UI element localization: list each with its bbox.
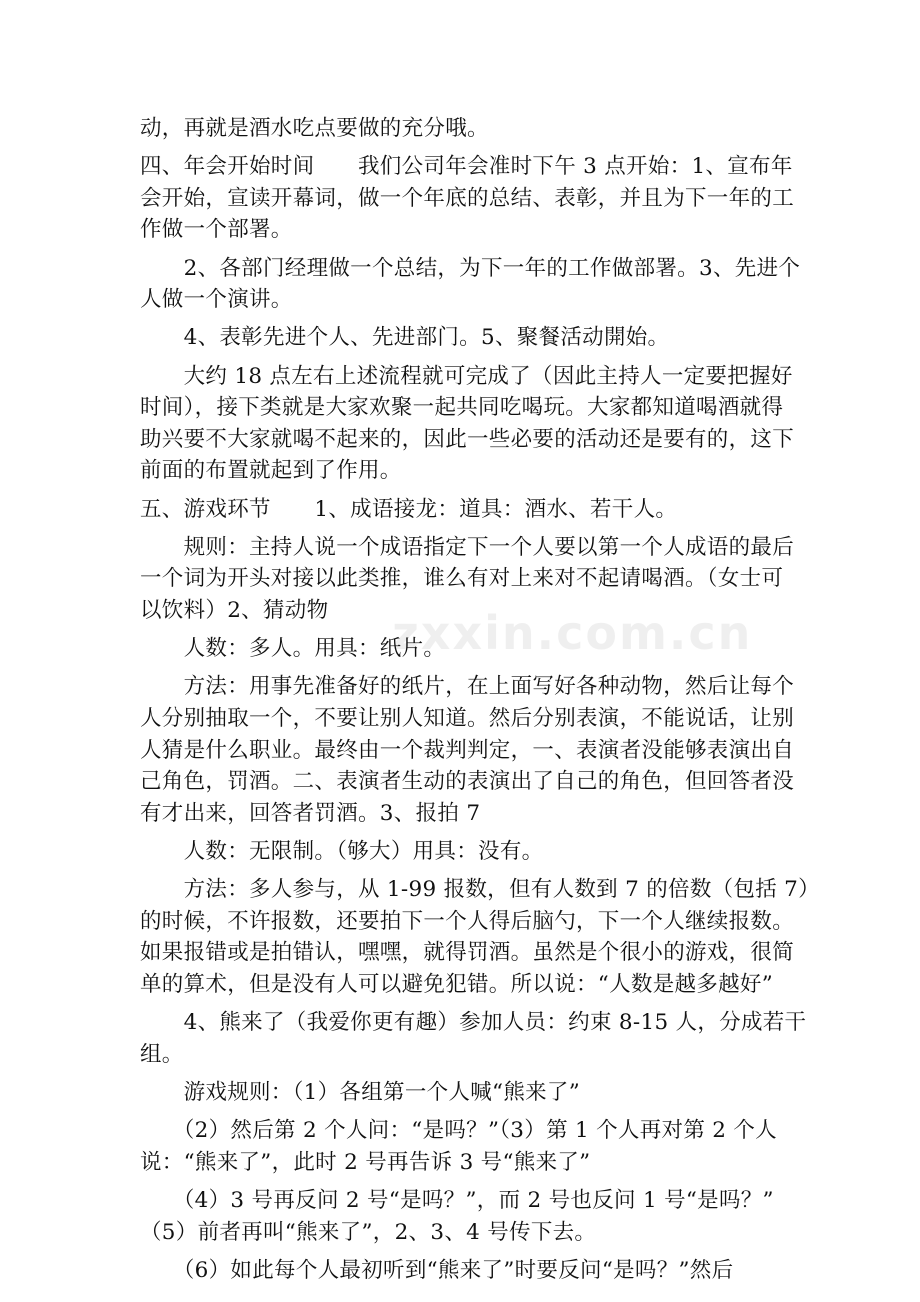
text-line: 会开始，宣读开幕词，做一个年底的总结、表彰，并且为下一年的工 [140,186,795,211]
text-line: 2、各部门经理做一个总结，为下一年的工作做部署。3、先进个 [140,256,801,281]
watermark: zxxin.com.cn [392,606,753,660]
text-line: 人猜是什么职业。最终由一个裁判判定，一、表演者没能够表演出自 [140,738,795,763]
text-line: 方法：用事先准备好的纸片，在上面写好各种动物，然后让每个 [140,674,795,699]
text-line: （5）前者再叫“熊来了”，2、3、4 号传下去。 [140,1220,597,1245]
text-line: 游戏规则：（1）各组第一个人喊“熊来了” [140,1080,581,1105]
text-line: 组。 [140,1042,184,1067]
text-line: 有才出来，回答者罚酒。3、报拍 7 [140,801,481,826]
text-line: 人做一个演讲。 [140,287,293,312]
text-line: 人数：多人。用具：纸片。 [140,636,446,661]
text-line: 动，再就是酒水吃点要做的充分哦。 [140,116,489,141]
text-line: 规则：主持人说一个成语指定下一个人要以第一个人成语的最后 [140,535,795,560]
text-line: 五、游戏环节 1、成语接龙：道具：酒水、若干人。 [140,497,678,522]
text-line: 单的算术，但是没有人可以避免犯错。所以说：“人数是越多越好” [140,972,773,997]
text-line: 4、表彰先进个人、先进部门。5、聚餐活动開始。 [140,325,670,350]
text-line: 作做一个部署。 [140,217,293,242]
text-line: （4）3 号再反问 2 号“是吗？”，而 2 号也反问 1 号“是吗？” [140,1188,774,1213]
text-line: 说：“熊来了”，此时 2 号再告诉 3 号“熊来了” [140,1150,591,1175]
text-line: 如果报错或是拍错认，嘿嘿，就得罚酒。虽然是个很小的游戏，很简 [140,940,795,965]
text-line: 以饮料）2、猜动物 [140,598,329,623]
text-line: 的时候，不许报数，还要拍下一个人得后脑勺，下一个人继续报数。 [140,909,795,934]
text-line: 前面的布置就起到了作用。 [140,458,402,483]
text-line: 时间），接下类就是大家欢聚一起共同吃喝玩。大家都知道喝酒就得 [140,395,784,420]
text-line: 方法：多人参与，从 1-99 报数，但有人数到 7 的倍数（包括 7） [140,877,820,902]
text-line: 一个词为开头对接以此类推，谁么有对上来对不起请喝酒。（女士可 [140,566,784,591]
text-line: 大约 18 点左右上述流程就可完成了（因此主持人一定要把握好 [140,364,793,389]
text-line: 人数：无限制。（够大）用具：没有。 [140,839,544,864]
text-line: （2）然后第 2 个人问：“是吗？”（3）第 1 个人再对第 2 个人 [140,1118,777,1143]
text-line: 人分别抽取一个，不要让别人知道。然后分别表演，不能说话，让别 [140,706,795,731]
text-line: 助兴要不大家就喝不起来的，因此一些必要的活动还是要有的，这下 [140,427,795,452]
text-line: （6）如此每个人最初听到“熊来了”时要反问“是吗？”然后 [140,1258,734,1283]
text-line: 四、年会开始时间 我们公司年会准时下午 3 点开始：1、宣布年 [140,154,793,179]
text-line: 4、熊来了（我爱你更有趣）参加人员：约束 8-15 人，分成若干 [140,1010,807,1035]
text-line: 己角色，罚酒。二、表演者生动的表演出了自己的角色，但回答者没 [140,769,795,794]
